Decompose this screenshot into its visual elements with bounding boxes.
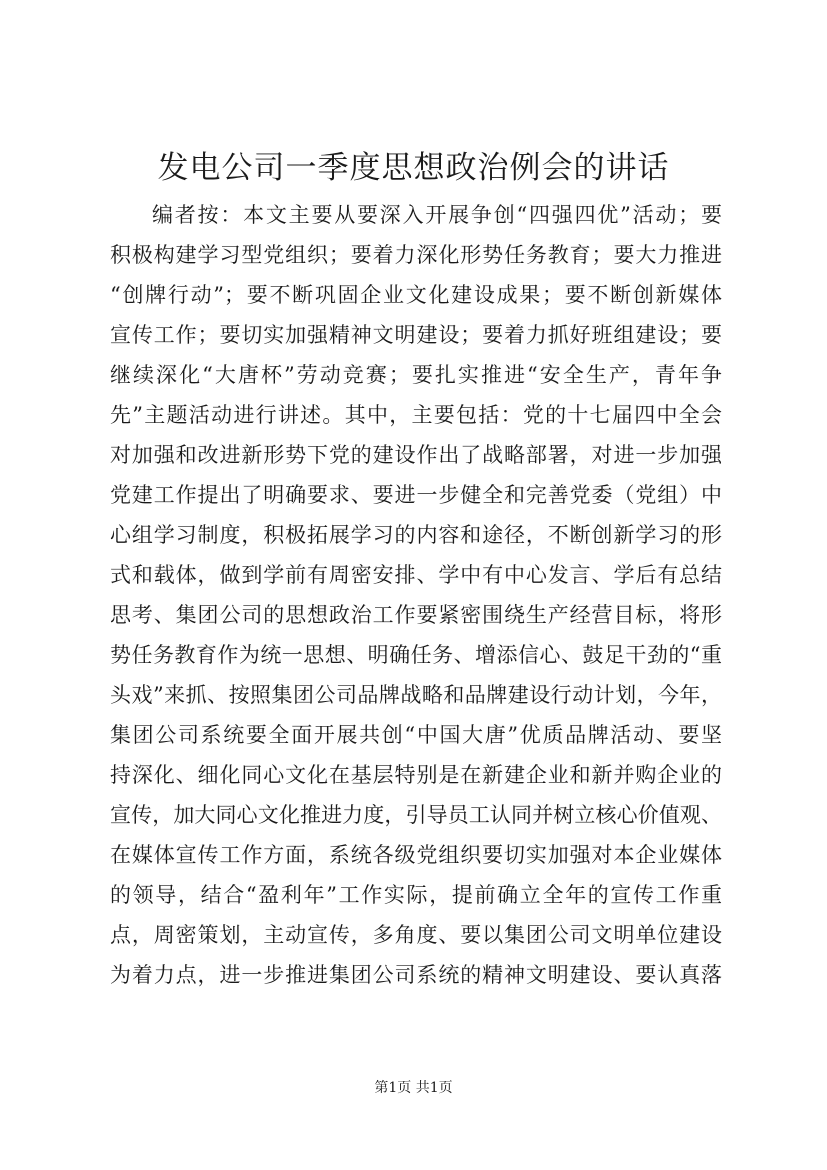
page-footer: 第1页 共1页 [374, 1080, 453, 1096]
paragraph-line: 继续深化“大唐杯”劳动竞赛；要扎实推进“安全生产，青年争 [110, 363, 722, 387]
paragraph-line: 点，周密策划，主动宣传，多角度、要以集团公司文明单位建设 [110, 923, 722, 947]
paragraph-line: 对加强和改进新形势下党的建设作出了战略部署，对进一步加强 [110, 443, 722, 467]
body-text [110, 195, 722, 995]
paragraph-line: 式和载体，做到学前有周密安排、学中有中心发言、学后有总结 [110, 563, 722, 587]
paragraph-line: 持深化、细化同心文化在基层特别是在新建企业和新并购企业的 [110, 763, 722, 787]
paragraph-line: 势任务教育作为统一思想、明确任务、增添信心、鼓足干劲的“重 [110, 643, 722, 667]
paragraph-line: 党建工作提出了明确要求、要进一步健全和完善党委（党组）中 [110, 483, 722, 507]
paragraph-line: 的领导，结合“盈利年”工作实际，提前确立全年的宣传工作重 [110, 883, 722, 907]
paragraph-line: 心组学习制度，积极拓展学习的内容和途径，不断创新学习的形 [110, 523, 722, 547]
paragraph-line: 宣传工作；要切实加强精神文明建设；要着力抓好班组建设；要 [110, 323, 722, 347]
paragraph-line: 思考、集团公司的思想政治工作要紧密围绕生产经营目标，将形 [110, 603, 722, 627]
paragraph-line: 宣传，加大同心文化推进力度，引导员工认同并树立核心价值观、 [110, 803, 722, 827]
paragraph-line: 先”主题活动进行讲述。其中，主要包括：党的十七届四中全会 [110, 403, 722, 427]
paragraph-line: 头戏”来抓、按照集团公司品牌战略和品牌建设行动计划，今年， [110, 683, 722, 707]
paragraph-line: 集团公司系统要全面开展共创“中国大唐”优质品牌活动、要坚 [110, 723, 722, 747]
paragraph-line: 积极构建学习型党组织；要着力深化形势任务教育；要大力推进 [110, 243, 722, 267]
paragraph-line: “创牌行动”；要不断巩固企业文化建设成果；要不断创新媒体 [110, 283, 722, 307]
paragraph-line: 为着力点，进一步推进集团公司系统的精神文明建设、要认真落 [110, 963, 722, 987]
page-title: 发电公司一季度思想政治例会的讲话 [157, 150, 670, 186]
paragraph-line: 编者按：本文主要从要深入开展争创“四强四优”活动；要 [152, 203, 722, 227]
paragraph-line: 在媒体宣传工作方面，系统各级党组织要切实加强对本企业媒体 [110, 843, 722, 867]
